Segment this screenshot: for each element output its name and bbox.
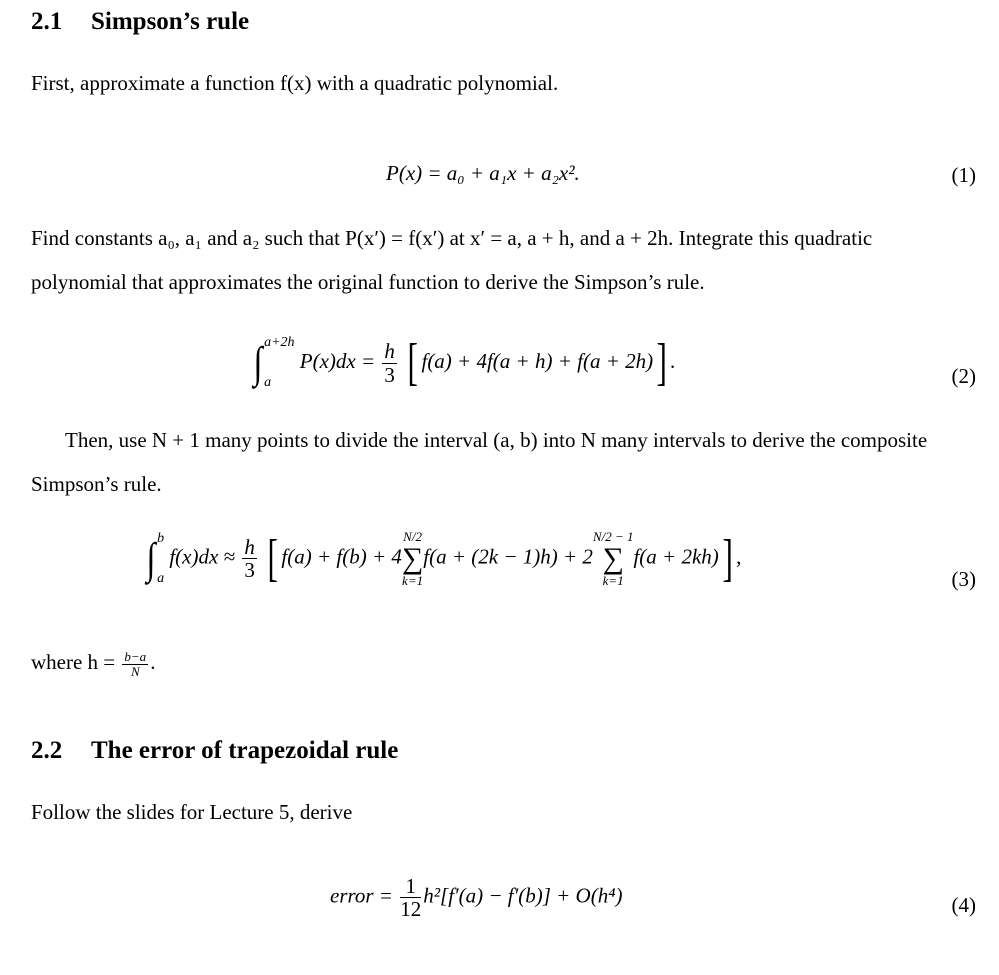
integral-sign: ∫ bbox=[146, 533, 156, 583]
fraction-numerator: h bbox=[244, 535, 255, 560]
section-title: Simpson’s rule bbox=[91, 8, 250, 35]
fraction-denominator: 3 bbox=[244, 558, 255, 583]
paragraph-where-h bbox=[31, 650, 155, 678]
sum-lower-limit: k=1 bbox=[402, 572, 424, 588]
fraction-denominator: N bbox=[130, 663, 140, 679]
paragraph-find-constants-line-1: Find constants a₀, a₁ and a₂ such that P(x′) = f(x′) at x′ = a, a + h, and a + 2h. Integrate this quadratic bbox=[31, 226, 873, 250]
sum-lower-limit: k=1 bbox=[602, 572, 624, 588]
sum-upper-limit: N/2 bbox=[403, 529, 422, 544]
section-heading-trapezoidal-error bbox=[31, 737, 398, 765]
fraction-numerator: b−a bbox=[124, 649, 147, 665]
section-number: 2.1 bbox=[31, 8, 63, 35]
bracket-part-1: f(a) + f(b) + 4 bbox=[281, 544, 402, 569]
summation-2 bbox=[593, 530, 634, 587]
fraction-h-over-3 bbox=[382, 340, 397, 385]
integral-limits bbox=[157, 532, 164, 586]
paragraph-follow-slides: Follow the slides for Lecture 5, derive bbox=[31, 800, 353, 824]
left-bracket: [ bbox=[407, 334, 419, 391]
right-bracket: ] bbox=[722, 529, 733, 587]
equation-3 bbox=[145, 530, 741, 587]
fraction-b-minus-a-over-n bbox=[122, 650, 148, 678]
integral-upper-limit: b bbox=[157, 530, 165, 546]
paragraph-find-constants-line-2: polynomial that approximates the original function to derive the Simpson’s rule. bbox=[31, 270, 705, 294]
bracket-part-2: f(a + (2k − 1)h) + 2 bbox=[423, 544, 593, 569]
equation-tail: . bbox=[670, 348, 676, 373]
equation-number-4: (4) bbox=[951, 893, 976, 917]
bracket-part-3: f(a + 2kh) bbox=[633, 544, 719, 569]
fraction-h-over-3 bbox=[242, 536, 257, 581]
error-rhs: h²[f′(a) − f′(b)] + O(h⁴) bbox=[423, 883, 623, 908]
bracket-body: f(a) + 4f(a + h) + f(a + 2h) bbox=[421, 348, 654, 373]
integral-sign: ∫ bbox=[253, 338, 263, 387]
section-title: The error of trapezoidal rule bbox=[91, 737, 399, 764]
summation-1 bbox=[402, 530, 423, 587]
right-bracket: ] bbox=[656, 334, 668, 391]
where-prefix: where h = bbox=[31, 650, 116, 674]
equation-number-3: (3) bbox=[951, 567, 976, 591]
integral-limits bbox=[264, 336, 294, 390]
sigma-symbol: ∑ bbox=[602, 541, 624, 575]
fraction-denominator: 12 bbox=[400, 897, 422, 922]
section-number: 2.2 bbox=[31, 737, 63, 764]
equation-1: P(x) = a₀ + a₁x + a₂x². bbox=[386, 161, 580, 185]
sigma-symbol: ∑ bbox=[401, 541, 424, 575]
equation-2 bbox=[252, 336, 676, 390]
integral-lower-limit: a bbox=[264, 375, 272, 390]
equation-tail: , bbox=[736, 544, 742, 569]
paragraph-composite-line-2: Simpson’s rule. bbox=[31, 472, 162, 496]
sum-upper-limit: N/2 − 1 bbox=[592, 529, 634, 544]
left-bracket: [ bbox=[267, 529, 278, 587]
fraction-1-over-12 bbox=[400, 875, 421, 920]
where-suffix: . bbox=[150, 650, 156, 674]
paragraph-composite-line-1: Then, use N + 1 many points to divide the interval (a, b) into N many intervals to derive the composite bbox=[65, 428, 928, 452]
integral-lower-limit: a bbox=[157, 570, 165, 586]
error-lhs: error = bbox=[330, 883, 393, 908]
fraction-numerator: h bbox=[384, 339, 395, 364]
integral-upper-limit: a+2h bbox=[264, 335, 295, 350]
fraction-denominator: 3 bbox=[384, 362, 395, 387]
integrand: f(x)dx ≈ bbox=[169, 544, 236, 569]
integrand: P(x)dx = bbox=[299, 348, 376, 373]
paragraph-approximate: First, approximate a function f(x) with a quadratic polynomial. bbox=[31, 71, 559, 95]
equation-4 bbox=[330, 875, 623, 920]
section-heading-simpson bbox=[31, 8, 249, 36]
equation-number-2: (2) bbox=[951, 364, 976, 388]
fraction-numerator: 1 bbox=[400, 875, 421, 898]
equation-number-1: (1) bbox=[951, 163, 976, 187]
